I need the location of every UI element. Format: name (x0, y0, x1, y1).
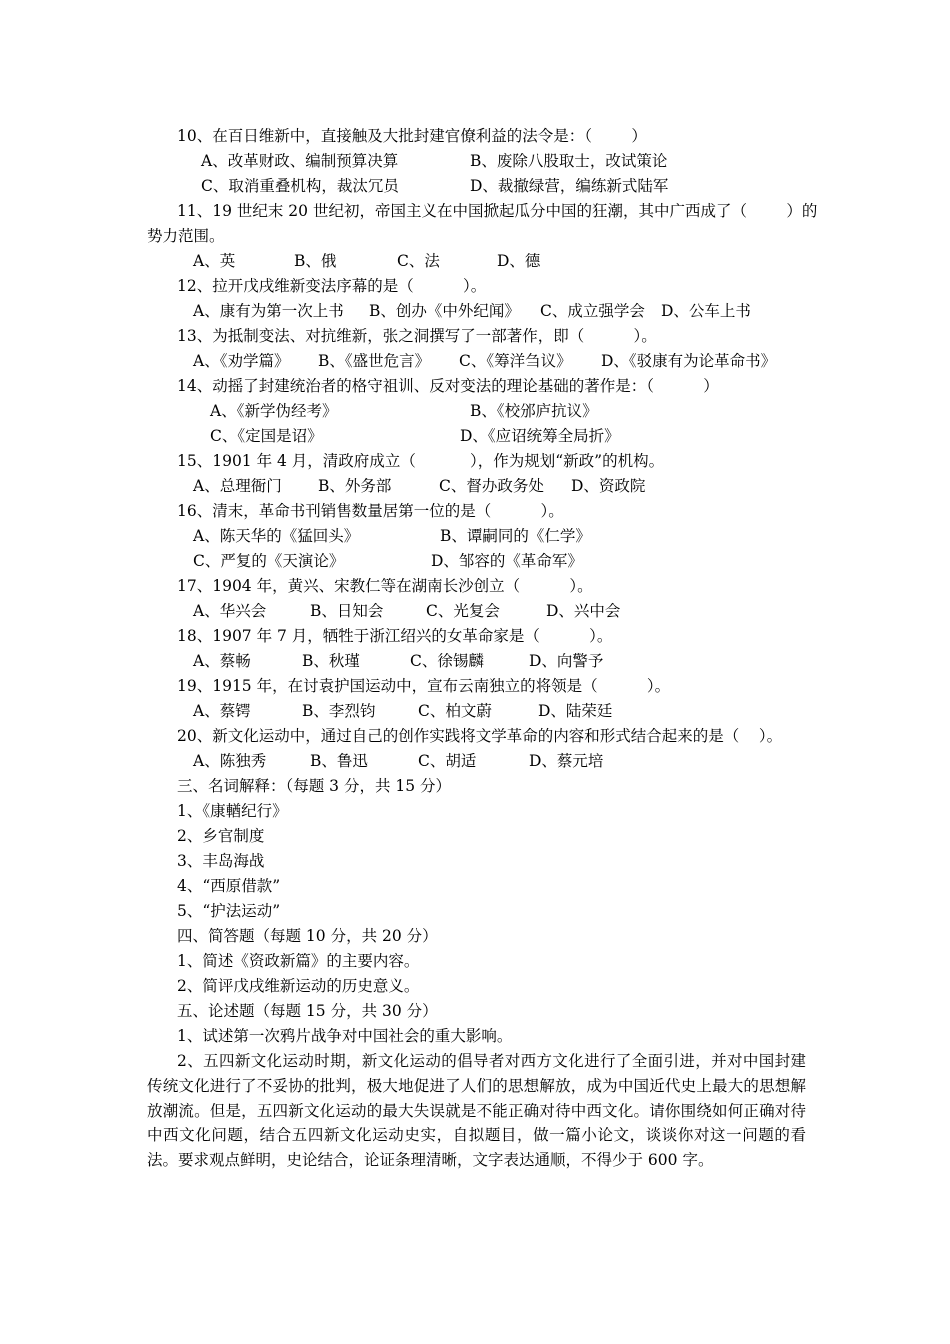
question-19-option-b: B、李烈钧 (302, 702, 376, 720)
question-14-option-a: A、《新学伪经考》 (210, 402, 338, 420)
question-16-stem: 16、清末，革命书刊销售数量居第一位的是（ ）。 (177, 502, 564, 520)
term-item: 2、乡官制度 (177, 827, 265, 845)
short-answer-item: 2、简评戊戌维新运动的历史意义。 (177, 977, 420, 995)
question-18-stem: 18、1907 年 7 月，牺牲于浙江绍兴的女革命家是（ ）。 (177, 627, 613, 645)
question-10-option-c: C、取消重叠机构，裁汰冗员 (201, 177, 399, 195)
essay-item-2: 2、五四新文化运动时期，新文化运动的倡导者对西方文化进行了全面引进，并对中国封建传统文化进行了不妥协的批判，极大地促进了人们的思想解放，成为中国近代史上最大的思想解放潮流。但是，五四新文化运动的最大失误就是不能正确对待中西文化。请你围绕如何正确对待中西文化问题，结合五四新文化运动史实，自拟题目，做一篇小论文，谈谈你对这一问题的看法。要求观点鲜明，史论结合，论证条理清晰，文字表达通顺，不得少于 600 字。 (147, 1052, 806, 1170)
question-10-option-b: B、废除八股取士，改试策论 (470, 152, 668, 170)
section-4-heading: 四、简答题（每题 10 分，共 20 分） (177, 927, 438, 945)
question-18-option-b: B、秋瑾 (302, 652, 360, 670)
question-16-option-c: C、严复的《天演论》 (193, 552, 345, 570)
term-item: 4、“西原借款” (177, 877, 281, 895)
question-13-option-c: C、《筹洋刍议》 (459, 352, 572, 370)
question-20-stem: 20、新文化运动中，通过自己的创作实践将文学革命的内容和形式结合起来的是（ ）。 (177, 727, 783, 745)
essay-item-1: 1、试述第一次鸦片战争对中国社会的重大影响。 (177, 1027, 513, 1045)
question-20-option-b: B、鲁迅 (310, 752, 368, 770)
short-answer-item: 1、简述《资政新篇》的主要内容。 (177, 952, 420, 970)
question-15-option-a: A、总理衙门 (193, 477, 282, 495)
question-19-option-c: C、柏文蔚 (418, 702, 492, 720)
question-18-option-c: C、徐锡麟 (410, 652, 484, 670)
question-15-stem: 15、1901 年 4 月，清政府成立（ ），作为规划“新政”的机构。 (177, 452, 665, 470)
question-12-stem: 12、拉开戊戌维新变法序幕的是（ ）。 (177, 277, 487, 295)
question-16-option-a: A、陈天华的《猛回头》 (193, 527, 360, 545)
question-19-option-a: A、蔡锷 (193, 702, 251, 720)
question-17-option-d: D、兴中会 (546, 602, 621, 620)
question-16-option-d: D、邹容的《革命军》 (431, 552, 583, 570)
question-17-option-b: B、日知会 (310, 602, 384, 620)
question-15-option-c: C、督办政务处 (439, 477, 544, 495)
question-15-option-d: D、资政院 (571, 477, 646, 495)
question-17-option-a: A、华兴会 (193, 602, 267, 620)
question-12-option-b: B、创办《中外纪闻》 (369, 302, 520, 320)
question-14-option-d: D、《应诏统筹全局折》 (460, 427, 620, 445)
question-14-option-b: B、《校邠庐抗议》 (470, 402, 598, 420)
term-item: 1、《康輶纪行》 (177, 802, 288, 820)
question-11-option-b: B、俄 (294, 252, 337, 270)
question-11-stem-continued: 势力范围。 (147, 227, 225, 245)
question-11-option-d: D、德 (497, 252, 541, 270)
question-10-option-a: A、改革财政、编制预算决算 (201, 152, 399, 170)
question-11-stem: 11、19 世纪末 20 世纪初，帝国主义在中国掀起瓜分中国的狂潮，其中广西成了（ ）的 (177, 202, 818, 220)
question-12-option-c: C、成立强学会 (540, 302, 645, 320)
question-20-option-c: C、胡适 (418, 752, 477, 770)
question-14-stem: 14、动摇了封建统治者的格守祖训、反对变法的理论基础的著作是：（ ） (177, 377, 719, 395)
question-19-option-d: D、陆荣廷 (538, 702, 613, 720)
question-17-stem: 17、1904 年，黄兴、宋教仁等在湖南长沙创立（ ）。 (177, 577, 593, 595)
term-item: 3、丰岛海战 (177, 852, 265, 870)
question-18-option-d: D、向警予 (529, 652, 604, 670)
question-19-stem: 19、1915 年，在讨袁护国运动中，宣布云南独立的将领是（ ）。 (177, 677, 671, 695)
question-12-option-a: A、康有为第一次上书 (193, 302, 344, 320)
question-11-option-a: A、英 (193, 252, 236, 270)
section-3-heading: 三、名词解释：（每题 3 分，共 15 分） (177, 777, 452, 795)
question-15-option-b: B、外务部 (318, 477, 392, 495)
question-20-option-a: A、陈独秀 (193, 752, 267, 770)
question-13-option-d: D、《驳康有为论革命书》 (601, 352, 777, 370)
term-item: 5、“护法运动” (177, 902, 281, 920)
question-16-option-b: B、谭嗣同的《仁学》 (440, 527, 591, 545)
question-10-stem: 10、在百日维新中，直接触及大批封建官僚利益的法令是：（ ） (177, 127, 647, 145)
question-12-option-d: D、公车上书 (661, 302, 751, 320)
question-13-option-a: A、《劝学篇》 (193, 352, 290, 370)
question-10-option-d: D、裁撤绿营，编练新式陆军 (470, 177, 669, 195)
section-5-heading: 五、论述题（每题 15 分，共 30 分） (177, 1002, 438, 1020)
question-11-option-c: C、法 (397, 252, 440, 270)
question-13-option-b: B、《盛世危言》 (318, 352, 431, 370)
question-17-option-c: C、光复会 (426, 602, 500, 620)
question-13-stem: 13、为抵制变法、对抗维新，张之洞撰写了一部著作，即（ ）。 (177, 327, 657, 345)
question-18-option-a: A、蔡畅 (193, 652, 251, 670)
question-14-option-c: C、《定国是诏》 (210, 427, 323, 445)
question-20-option-d: D、蔡元培 (529, 752, 604, 770)
